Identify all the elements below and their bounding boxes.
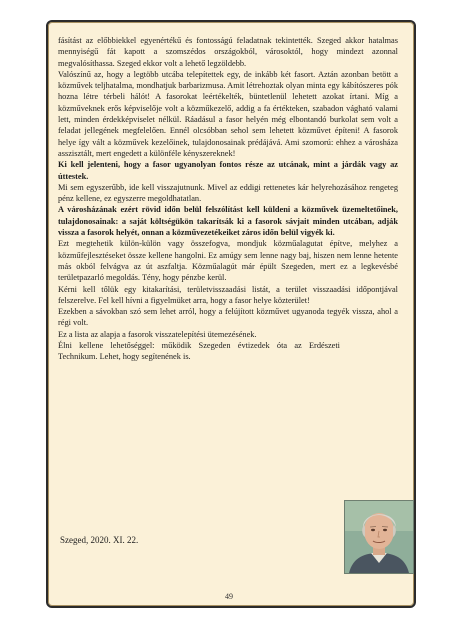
paragraph-1: fásítást az előbbiekkel egyenértékű és fontosságú feladatnak tekintették. Szeged akkor hatalmas mennyiségű fát kapott a szomszédos országokból, városoktól, hogy mindezt azonnal megvalósíthassa. Szeged ekkor volt a lehető legzöldebb.	[58, 36, 398, 68]
paragraph-6: Ezt megtehetik külön-külön vagy összefogva, mondjuk közműalagutat építve, melyhez a közműfejlesztéseket össze kellene hangolni. Ez amúgy sem lenne nagy baj, hiszen nem lenne hetente más okból felvágva az út aszfaltja. Közműalagút már épült Szegeden, mert ez a legkevésbé területpazarló megoldás. Tény, hogy pénzbe kerül.	[58, 239, 398, 283]
date-signature: Szeged, 2020. XI. 22.	[60, 535, 139, 545]
paragraph-8: Ezekben a sávokban szó sem lehet arról, hogy a felújított közművet ugyanoda tegyék vissza, ahol a régi volt.	[58, 307, 398, 328]
article-body	[58, 35, 398, 363]
page-number: 49	[225, 592, 233, 601]
author-portrait-illustration	[345, 501, 413, 573]
paragraph-3-bold: Ki kell jelenteni, hogy a fasor ugyanolyan fontos része az utcának, mint a járdák vagy az úttestek.	[58, 160, 398, 181]
paragraph-7: Kérni kell tőlük egy kitakarítási, területvisszaadási listát, a terület visszaadási időpontjával felszerelve. Fel kell hívni a figyelmüket arra, hogy a fasor helye közterület!	[58, 284, 398, 305]
paragraph-5-bold: A városházának ezért rövid időn belül felszólítást kell küldeni a közművek üzemeltetőinek, tulajdonosainak: a saját költségükön takarítsák ki a fasorok sávjait minden utcában, adják vissza a fasorok helyét, onnan a közművezetékeiket záros időn belül vigyék ki.	[58, 205, 398, 238]
author-portrait	[344, 500, 414, 574]
paragraph-4: Mi sem egyszerűbb, ide kell visszajutnunk. Mivel az eddigi rettenetes kár helyrehozásához rengeteg pénz kellene, ez egyszerre megoldhatatlan.	[58, 182, 398, 204]
paragraph-9: Ez a lista az alapja a fasorok visszatelepítési ütemezésének.	[58, 329, 257, 339]
paragraph-10: Élni kellene lehetőséggel: működik Szegeden évtizedek óta az Erdészeti Technikum. Lehet, hogy segítenének is.	[58, 341, 340, 362]
paragraph-2: Valószínű az, hogy a legtöbb utcába telepítettek egy, de inkább két fasort. Aztán azonban betött a közművek teljhatalma, mondhatjuk barbarizmusa. Amit létrehoztak olyan minta egy kábítószeres pók hozna létre térbeli hálót! A fasorokat leértékelték, büntetlenül lehetett azokat írtani. Míg a közműveknek erős képviselője volt a közműkezelő, addig a fa értékteken, szabadon vágható valami lett, minden érdekképviselet nélkül. Ráadásul a fasor helyén még elbontandó burkolat sem volt a feladat jellegének megfelelően. Ennél olcsóbban sehol sem lehetett közművet építeni! A fasorok helye így vált a közművek kezelőinek, tulajdonosainak prédájává. Ami szomorú: ehhez a városháza asszisztált, mert engedett a különféle kényszereknek!	[58, 69, 398, 158]
